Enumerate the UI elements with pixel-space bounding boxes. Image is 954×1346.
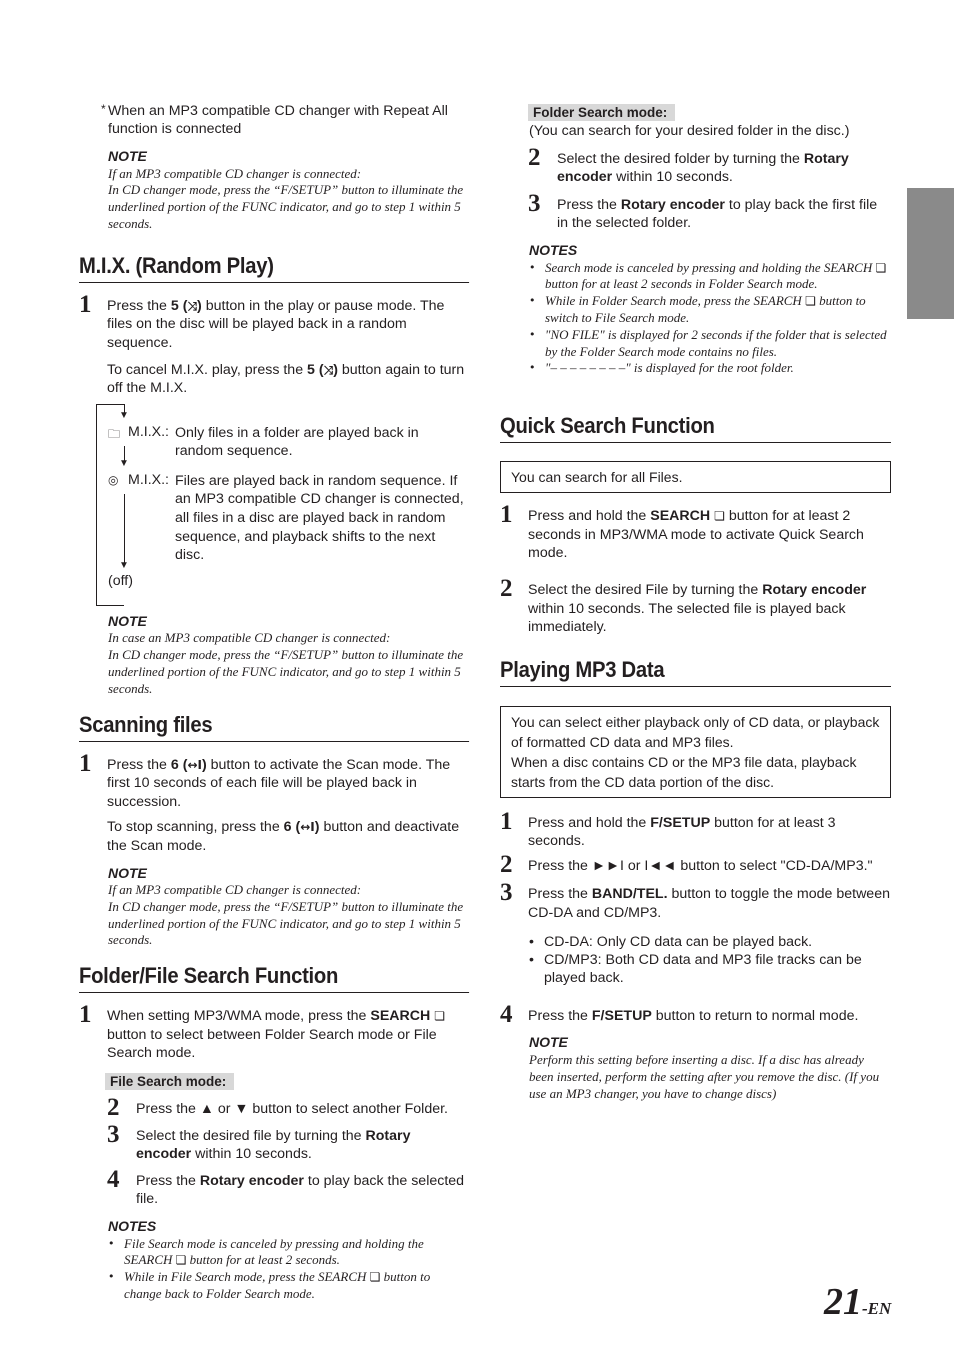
note-item [529,327,891,361]
pm-step-2 [500,850,891,878]
text: "NO FILE" is displayed for 2 seconds if the folder that is selected by the Folder Search mode contains no files. [545,326,887,359]
right-column [500,102,891,1102]
text: to play back the first file in the selected folder. [557,196,878,232]
step-number: 4 [500,1000,513,1028]
text: button for at least 3 seconds. [528,814,836,850]
note-text: Perform this setting before inserting a disc. If a disc has already been inserted, perform the setting after you remove the disc. (If you use an MP3 changer, you have to change discs) [529,1052,880,1101]
quick-search-box [500,461,891,493]
flow-line [124,494,125,564]
note-heading: NOTES [108,1218,157,1235]
page-number-value: 21 [824,1281,862,1323]
left-column [79,102,469,1303]
playing-mp3-heading: Playing MP3 Data [500,657,891,687]
text: within 10 seconds. [191,1146,312,1163]
fs-step-4 [79,1165,469,1209]
step-number: 2 [500,850,513,878]
mix-folder-text: Only files in a folder are played back in random sequence. [175,424,419,460]
pm-step-1 [500,807,891,851]
text: While in File Search mode, press the SEARCH [124,1269,370,1285]
text: Select the desired folder by turning the [557,150,804,167]
section-tab [907,188,954,319]
text: button again to turn off the M.I.X. [107,361,465,397]
text: Press the [136,1172,200,1189]
note-heading: NOTE [529,1034,568,1051]
text: File Search mode is canceled by pressing and holding the SEARCH [124,1235,424,1268]
note-line: In case an MP3 compatible CD changer is connected: [108,630,391,646]
button-label: Rotary encoder [620,196,725,213]
notes-4 [79,1217,469,1303]
text: button to select between Folder Search mode or File Search mode. [107,1026,437,1062]
file-search-mode [79,1073,469,1090]
text: Press the [528,886,592,903]
text: button in the play or pause mode. The files on the disc will be played back in a random sequence. [107,297,445,351]
button-label: SEARCH [650,508,711,525]
step-number: 3 [107,1120,120,1148]
pm-step-4 [500,1000,891,1028]
note-2 [79,612,469,698]
step-number: 1 [500,501,513,529]
step-number: 2 [107,1094,120,1122]
text: ) [197,297,202,314]
button-label: Rotary encoder [199,1172,304,1189]
folder-search-mode-label: Folder Search mode: [528,104,675,121]
text: Press the [557,196,621,213]
note-line: If an MP3 compatible CD changer is connected: [108,882,362,898]
note-item [529,260,891,294]
note-3 [79,864,469,950]
text: within 10 seconds. The selected file is played back immediately. [528,600,846,636]
step-number: 1 [79,749,92,777]
disc-icon: ◎ [108,472,119,487]
mix-off-label: (off) [108,572,133,589]
step-number: 1 [79,290,92,318]
text: Press the [107,297,171,314]
text: button for at least 2 seconds in MP3/WMA mode to activate Quick Search mode. [528,508,864,562]
notes-1 [500,241,891,377]
mode-item [529,951,891,988]
step-number: 1 [79,1001,92,1029]
button-label: Rotary encoder [557,150,849,186]
step-number: 2 [528,143,541,171]
mix-heading: M.I.X. (Random Play) [79,253,469,283]
quick-search-box-text: You can search for all Files. [511,469,683,486]
button-label: 6 ( [283,819,301,836]
text: button to switch to File Search mode. [545,293,866,325]
mix-label: M.I.X.: [128,471,169,488]
pm-note [500,1033,891,1102]
folder-search-desc: (You can search for your desired folder in the disc.) [529,123,850,139]
text: To cancel M.I.X. play, press the [107,361,308,378]
note-heading: NOTES [529,241,578,258]
folder-search-mode [500,104,891,121]
note-item [529,293,891,327]
fo-step-3 [500,189,891,233]
scan-icon: ↔I [300,820,315,835]
fo-step-2 [500,143,891,187]
note-heading: NOTE [108,612,147,629]
text: button to return to normal mode. [651,1007,859,1024]
text: CD/MP3: Both CD data and MP3 file tracks can be played back. [544,952,862,987]
asterisk: * [101,102,106,116]
note-line: In CD changer mode, press the “F/SETUP” button to illuminate the underlined portion of the FUNC indicator, and go to step 1 within 5 seconds. [108,182,464,231]
text: ) [201,756,207,773]
text: button to toggle the mode between CD-DA and CD/MP3. [528,886,890,922]
mode-list [500,933,891,988]
mix-step-1 [79,290,469,353]
notes-list [108,1236,469,1303]
text: "– – – – – – – –" is displayed for the root folder. [545,360,794,376]
step-number: 4 [107,1165,120,1193]
mix-cancel [79,361,469,398]
button-label: 5 ( [170,297,188,314]
note-item [529,360,891,377]
repeat-note [71,102,469,138]
note-line: In CD changer mode, press the “F/SETUP” button to illuminate the underlined portion of the FUNC indicator, and go to step 1 within 5 seconds. [108,898,464,948]
bullet: • [529,952,534,969]
text: Press the [528,1007,592,1024]
note-heading: NOTE [108,864,147,881]
text: Press and hold the [528,508,651,525]
quick-search-heading: Quick Search Function [500,413,891,443]
step-number: 2 [500,574,513,602]
search-icon: ❏ [805,294,816,309]
text: While in Folder Search mode, press the SEARCH [545,293,806,309]
fs-step-2 [79,1094,469,1122]
button-label: Rotary encoder [762,581,867,598]
text: within 10 seconds. [612,169,733,186]
text: button to change back to Folder Search mode. [124,1269,431,1302]
mix-flow-diagram [79,406,469,612]
text: Press and hold the [528,814,651,831]
text: When setting MP3/WMA mode, press the [107,1008,371,1025]
mode-item [529,933,891,951]
text: Press the [107,756,171,773]
page-number [824,1280,891,1324]
button-label: F/SETUP [650,814,711,831]
notes-list [529,260,891,378]
mix-label: M.I.X.: [128,423,169,440]
note-heading: NOTE [108,148,147,164]
arrow-down-icon: ▼ [119,457,129,469]
text: button for at least 2 seconds. [186,1252,340,1268]
button-label: Rotary encoder [136,1127,411,1163]
playing-mp3-box-text: You can select either playback only of CD data, or playback of formatted CD data and MP3 files. [511,713,880,750]
note-item [108,1269,469,1303]
fs-step-3 [79,1120,469,1164]
text: button to activate the Scan mode. The first 10 seconds of each file will be played back in succession. [107,756,451,810]
pm-step-3 [500,879,891,922]
step-number: 3 [528,189,541,217]
text: button for at least 2 seconds in Folder Search mode. [545,276,818,292]
search-icon: ❏ [714,509,725,524]
button-label: 5 ( [307,361,324,378]
note-line: If an MP3 compatible CD changer is connected: [108,165,362,181]
qs-step-2 [500,574,891,637]
button-label: F/SETUP [591,1007,652,1024]
step-number: 3 [500,879,513,907]
repeat-note-text: When an MP3 compatible CD changer with Repeat All function is connected [108,103,448,137]
ffs-step-1 [79,1001,469,1063]
file-search-mode-label: File Search mode: [105,1073,234,1090]
text: Press the ▲ or ▼ button to select another Folder. [136,1101,448,1118]
mix-disc-text: Files are played back in random sequence. If an MP3 compatible CD changer is connected, all files in a disc are played back in random sequence, and playback shifts to the next disc. [175,472,464,564]
folder-file-search-heading: Folder/File Search Function [79,963,469,993]
text: ) [314,819,320,836]
text: Select the desired File by turning the [528,581,763,598]
note-1 [79,147,469,233]
search-icon: ❏ [875,260,887,275]
random-icon: ⤨ [187,298,198,313]
text: CD-DA: Only CD data can be played back. [544,933,813,950]
bullet: • [529,933,534,950]
text: Press the ►►I or I◄◄ button to select "CD-DA/MP3." [528,857,873,874]
qs-step-1 [500,501,891,563]
text: Search mode is canceled by pressing and holding the SEARCH [545,259,876,275]
flow-loop-bottom [96,605,124,606]
arrow-down-icon: ▼ [119,409,129,421]
text: to play back the selected file. [136,1172,465,1208]
step-number: 1 [500,807,513,835]
random-icon: ⤨ [323,362,334,377]
page-number-suffix: -EN [862,1299,892,1318]
search-icon: ❏ [175,1253,187,1268]
scan-icon: ↔I [187,757,202,772]
scan-stop [79,818,469,855]
search-icon: ❏ [369,1270,381,1285]
note-item [108,1236,469,1270]
note-line: In CD changer mode, press the “F/SETUP” button to illuminate the underlined portion of the FUNC indicator, and go to step 1 within 5 seconds. [108,647,464,696]
scan-step-1 [79,749,469,812]
playing-mp3-box-text: When a disc contains CD or the MP3 file data, playback starts from the CD data portion of the disc. [511,753,857,790]
flow-loop-left [96,404,97,606]
text: Select the desired file by turning the [136,1127,366,1144]
text: To stop scanning, press the [107,819,284,836]
button-label: 6 ( [170,756,188,773]
folder-icon: 🗀 [108,426,121,441]
playing-mp3-box [500,706,891,798]
button-label: BAND/TEL. [591,886,668,903]
arrow-down-icon: ▼ [119,559,129,571]
button-label: SEARCH [370,1008,431,1025]
text: ) [333,361,338,378]
text: button and deactivate the Scan mode. [107,819,460,854]
scan-heading: Scanning files [79,712,469,742]
search-icon: ❏ [434,1009,446,1024]
